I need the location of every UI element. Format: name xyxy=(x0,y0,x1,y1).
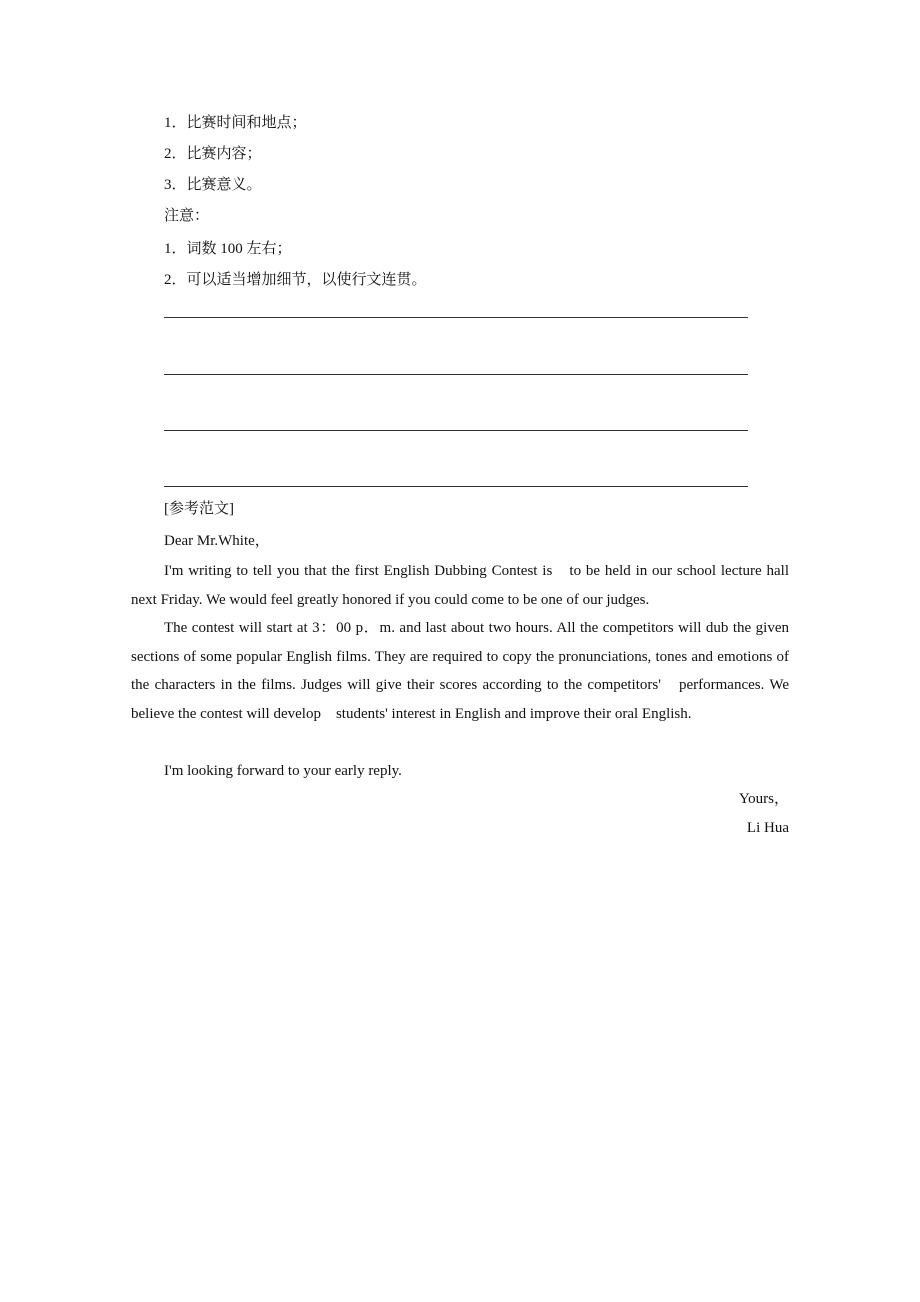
requirement-item-3: 3．比赛意义。 xyxy=(164,177,262,193)
note-item-2: 2．可以适当增加细节，以使行文连贯。 xyxy=(164,272,427,288)
letter-signature: Li Hua xyxy=(746,820,789,836)
note-item-1: 1．词数 100 左右； xyxy=(164,241,292,257)
letter-closing: Yours， xyxy=(738,791,789,807)
writing-blank-line-1 xyxy=(164,317,748,318)
requirement-item-2: 2．比赛内容； xyxy=(164,146,262,162)
writing-blank-line-3 xyxy=(164,430,748,431)
requirement-item-1: 1．比赛时间和地点； xyxy=(164,115,307,131)
letter-paragraph-3: I'm looking forward to your early reply. xyxy=(164,763,402,779)
notes-heading: 注意： xyxy=(164,208,210,224)
letter-greeting: Dear Mr.White， xyxy=(164,533,270,549)
letter-paragraph-1: I'm writing to tell you that the first English Dubbing Contest is to be held in our school lecture hall next Friday. We would feel greatly honored if you could come to be one of our judges. xyxy=(131,563,789,608)
writing-blank-line-2 xyxy=(164,374,748,375)
letter-paragraph-2: The contest will start at 3：00 p．m. and last about two hours. All the competitors will dub the given sections of some popular English films. They are required to copy the pronunciations, tones and emotions of the characters in the films. Judges will give their scores according to the competitors' performances. We believe the contest will develop students' interest in English and improve their oral English. xyxy=(131,620,789,723)
writing-blank-line-4 xyxy=(164,486,748,487)
sample-heading: [参考范文] xyxy=(164,501,234,517)
